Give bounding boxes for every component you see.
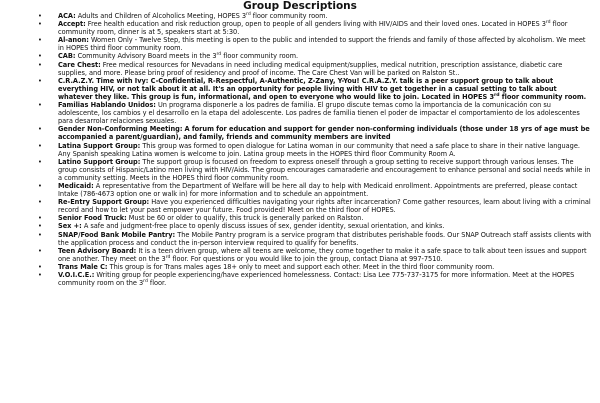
- bullet-icon: •: [38, 36, 42, 45]
- bullet-icon: •: [38, 125, 42, 134]
- group-name: Al-anon:: [58, 36, 89, 45]
- list-item: [0, 12, 592, 20]
- group-description: Have you experienced difficulties navigating your rights after incarceration? Come gather resources, learn about living with a criminal record and how to let your past empower your future. Food provided! Meet on the third floor of HOPES.: [58, 198, 591, 215]
- list-item: [0, 271, 592, 287]
- list-item: [0, 263, 592, 271]
- group-description: Adults and Children of Alcoholics Meeting, HOPES 3rd floor community room.: [77, 11, 328, 20]
- bullet-icon: •: [38, 141, 42, 150]
- list-item: [0, 231, 592, 247]
- list-item: [0, 61, 592, 77]
- bullet-icon: •: [38, 157, 42, 166]
- bullet-icon: •: [38, 230, 42, 239]
- list-item: [0, 198, 592, 214]
- bullet-icon: •: [38, 262, 42, 271]
- group-name: Trans Male C:: [58, 262, 108, 271]
- group-name: C.R.A.Z.Y. Time with Ivy: C-Confidential, R-Respectful, A-Authentic, Z-Zany, Y-You! C.R.A.Z.Y.: [58, 76, 398, 85]
- group-description: Must be 60 or older to qualify, this truck is generally parked on Ralston.: [128, 214, 364, 223]
- group-name: CAB:: [58, 52, 76, 61]
- list-item: [0, 101, 592, 125]
- group-descriptions-list: [0, 12, 600, 287]
- group-description: This group was formed to open dialogue for Latina woman in our community that need a safe place to share in their native language. Any Spanish speaking Latina women is welcome to join. Latina group meets in the HOPES third floor Community Room A.: [58, 141, 580, 158]
- group-name: Latina Support Group:: [58, 141, 141, 150]
- bullet-icon: •: [38, 271, 42, 279]
- group-name: Sex +:: [58, 222, 82, 231]
- bullet-icon: •: [38, 76, 42, 85]
- group-description: Un programa disponerle a los padres de familia. El grupo discute temas como la importancia de la comunicación con su adolescente, los cambios y el desarrollo en la etapa del adolescente. Los padres de familia tienen el poder de impactar el comportamiento de los adolescentes para desarrolar relaciones sexuales.: [58, 101, 580, 126]
- group-name: Medicaid:: [58, 181, 94, 190]
- group-name: Latino Support Group:: [58, 157, 141, 166]
- bullet-icon: •: [38, 181, 42, 190]
- list-item: [0, 158, 592, 182]
- list-item: [0, 222, 592, 230]
- group-name: Accept:: [58, 20, 86, 29]
- group-description: The Mobile Pantry program is a service program that distributes perishable foods. Our SNAP Outreach staff assists clients with the application process and conduct the in-person interview required to qualify for benefits.: [58, 230, 591, 247]
- group-description: Women Only - Twelve Step, this meeting is open to the public and intended to support the friends and family of those affected by alcoholism. We meet in HOPES third floor community room.: [58, 36, 586, 53]
- group-name: V.O.I.C.E.:: [58, 271, 95, 279]
- group-description: A safe and judgment-free place to openly discuss issues of sex, gender identity, sexual orientation, and kinks.: [83, 222, 445, 231]
- group-description: Writing group for people experiencing/have experienced homelessness. Contact: Lisa Lee 775-737-3175 for more information. Meet at the HOPES community room on the 3rd floor.: [58, 271, 575, 288]
- group-name: Teen Advisory Board:: [58, 246, 137, 255]
- page-title: Group Descriptions: [243, 0, 357, 12]
- group-description: talk is a peer support group to talk about everything HIV, or not talk about it at all. It's an opportunity for people living with HIV to get together in a casual setting to talk about whatever they like. This group is fun, informational, and open to everyone who would like to join. Located in HOPES 3rd floor community room.: [58, 76, 587, 101]
- bullet-icon: •: [38, 60, 42, 69]
- group-description: Free medical resources for Nevadans in need including medical equipment/supplies, medical nutrition, prescription assistance, diabetic care supplies, and more. Please bring proof of residency and proof of income. The Care Chest Van will be parked on Ralston St..: [58, 60, 563, 77]
- list-item: [0, 142, 592, 158]
- bullet-icon: •: [38, 101, 42, 110]
- group-name: ACA:: [58, 12, 76, 20]
- group-name: Familias Hablando Unidos:: [58, 101, 156, 110]
- group-description: Free health education and risk reduction group, open to people of all genders living with HIV/AIDS and their loved ones. Located in HOPES 3rd floor community room, dinner is at 5, speakers start at 5:30.: [58, 19, 568, 37]
- group-description: A forum for education and support for gender non-conforming individuals (those under 18 yrs of age must be accompanied a parent/guardian), and family, friends and community members are invited: [58, 125, 590, 142]
- list-item: [0, 125, 592, 141]
- list-item: [0, 20, 592, 36]
- group-name: Re-Entry Support Group:: [58, 198, 150, 207]
- list-item: [0, 247, 592, 263]
- bullet-icon: •: [38, 214, 42, 223]
- group-description: It is a teen driven group, where all teens are welcome, they come together to make it a safe space to talk about teen issues and support one another. They meet on the 3rd floor. For questions or you would like to join the group, contact Diana at 997-7510.: [58, 246, 587, 263]
- list-item: [0, 36, 592, 52]
- group-description: The support group is focused on freedom to express oneself through a group setting to receive support through various lenses. The group consists of Hispanic/Latino men living with HIV/Aids. The group encourages camaraderie and encouragement to enhance personal and social needs while in a community setting. Meets in the HOPES third floor community room.: [58, 157, 591, 182]
- group-name: Care Chest:: [58, 60, 101, 69]
- group-name: Gender Non-Conforming Meeting:: [58, 125, 183, 134]
- list-item: [0, 214, 592, 222]
- bullet-icon: •: [38, 52, 42, 61]
- group-description: A representative from the Department of Welfare will be here all day to help with Medicaid enrollment. Appointments are preferred, please contact Intake (786-4673 option one or walk in) for more information and to schedule an appointment.: [58, 181, 578, 199]
- list-item: [0, 52, 592, 60]
- bullet-icon: •: [38, 198, 42, 207]
- bullet-icon: •: [38, 20, 42, 29]
- list-item: [0, 77, 592, 101]
- bullet-icon: •: [38, 246, 42, 255]
- group-name: SNAP/Food Bank Mobile Pantry:: [58, 230, 176, 239]
- group-description: This group is for Trans males ages 18+ only to meet and support each other. Meet in the third floor community room.: [109, 262, 495, 271]
- group-name: Senior Food Truck:: [58, 214, 127, 223]
- bullet-icon: •: [38, 12, 42, 20]
- list-item: [0, 182, 592, 198]
- group-description: Community Advisory Board meets in the 3rd floor community room.: [77, 52, 299, 61]
- bullet-icon: •: [38, 222, 42, 231]
